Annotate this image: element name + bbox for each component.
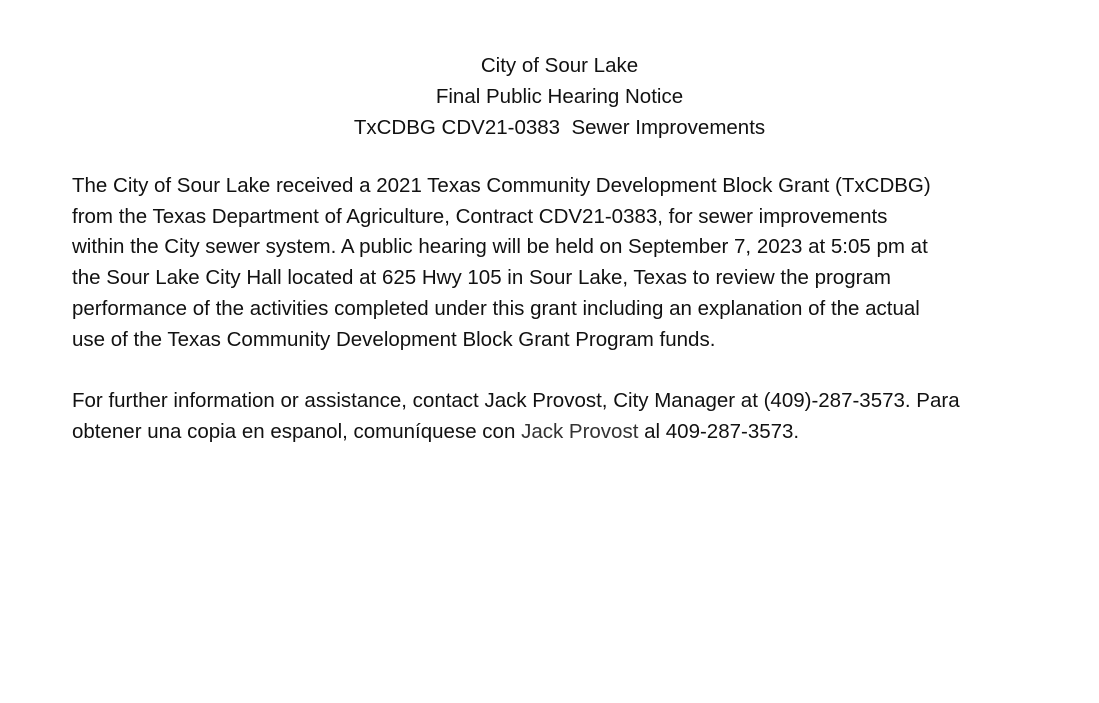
notice-header bbox=[0, 50, 1099, 143]
contact-name: Jack Provost bbox=[521, 419, 639, 443]
spanish-contact-suffix: al 409-287-3573. bbox=[638, 419, 800, 443]
paragraph-line: performance of the activities completed under this grant including an explanation of the actual bbox=[72, 296, 920, 320]
notice-title: Final Public Hearing Notice bbox=[435, 85, 684, 108]
spanish-contact-line bbox=[72, 417, 1057, 448]
spanish-contact-prefix: obtener una copia en espanol, comuníquese con bbox=[72, 419, 522, 443]
paragraph-line: the Sour Lake City Hall located at 625 Hwy 105 in Sour Lake, Texas to review the program bbox=[72, 266, 891, 290]
contact-paragraph bbox=[72, 386, 1057, 447]
grant-title: TxCDBG CDV21-0383 Sewer Improvements bbox=[353, 116, 766, 139]
paragraph-line: The City of Sour Lake received a 2021 Texas Community Development Block Grant (TxCDBG) bbox=[72, 174, 931, 197]
paragraph-line: from the Texas Department of Agriculture, Contract CDV21-0383, for sewer improvements bbox=[72, 204, 888, 228]
grant-description-paragraph bbox=[72, 171, 1057, 355]
notice-body bbox=[72, 171, 1057, 478]
contact-line: For further information or assistance, contact Jack Provost, City Manager at (409)-287-3573. Para bbox=[72, 388, 960, 412]
city-title: City of Sour Lake bbox=[480, 54, 639, 77]
paragraph-line: within the City sewer system. A public hearing will be held on September 7, 2023 at 5:05 pm at bbox=[72, 235, 928, 259]
paragraph-line: use of the Texas Community Development Block Grant Program funds. bbox=[72, 327, 716, 351]
